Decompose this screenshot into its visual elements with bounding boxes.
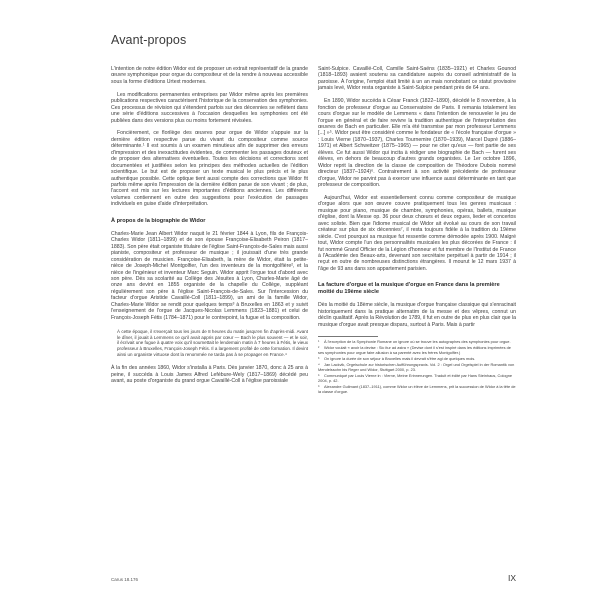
footnote-divider [318,336,378,337]
paragraph: L'intention de notre édition Widor est de proposer un extrait représentatif de la grande œuvre symphonique pour orgue du compositeur et de la rendre à nouveau accessible sous la forme d'éditions Urtext modernes. [111,66,308,85]
page-title: Avant-propos [111,33,187,47]
paragraph: En 1890, Widor succéda à César Franck (1822–1890), décédé le 8 novembre, à la fonction de professeur d'orgue au Conservatoire de Paris. Il remania totalement les cours d'orgue sur le modèle de Lemmens « dans l'intention de renouveler le jeu de l'orgue en général et de faire revivre la tradition authentique de l'interprétation des œuvres de Bach en particulier. Elle m'a été transmise par mon professeur Lemmens [...] »⁵. Widor peut être considéré comme le fondateur de « l'école française d'orgue » : Louis Vierne (1870–1937), Charles Tournemire (1870–1939), Marcel Dupré (1886–1971) et Albert Schweitzer (1875–1965) — pour ne citer qu'eux — font partie de ses élèves. Ce fut aussi Widor qui incita à rédiger une biographie de Bach — furent ses élèves, en dehors de beaucoup d'autres grands organistes. Le 1er octobre 1896, Widor reprit la direction de la classe de composition de Théodore Dubois nommé directeur (1837–1924)⁶. Contrairement à son activité précédente de professeur d'orgue, Widor ne parvint pas à exercer une influence aussi déterminante en tant que professeur de composition. [318,98,516,189]
paragraph: Foncièrement, ce florilège des œuvres pour orgue de Widor s'appuie sur la dernière édition respective parue du vivant du compositeur comme source déterminante.¹ Il est soumis à un examen minutieux afin de supprimer des erreurs d'impression et des inexactitudes évidentes, de commenter les passages douteux et de proposer des alternatives éventuelles. Toutes les décisions et corrections sont documentées et justifiées selon les principes des méthodes actuelles de l'édition scientifique. Le but est de proposer un texte musical le plus précis et le plus authentique possible. Cette optique tient aussi compte des corrections que Widor fit parfois même après l'impression de la dernière édition parue de son vivant ; de plus, l'accent est mis sur les lectures importantes d'éditions anciennes. Les différents volumes contiennent en outre des suggestions pour l'exécution de passages individuels en guise d'aide d'interprétation. [111,130,308,208]
footnote-number: ⁵ [318,373,320,379]
footnote-text: Widor voulait « avoir la devise : Sic itur ad astra » (Devise dont il s'est inspiré dans les éditions imprimées de ses symphonies pour orgue faire allusion à sa parenté avec les frères Montgolfier.) [318,345,511,356]
paragraph: À la fin des années 1860, Widor s'installa à Paris. Dès janvier 1870, donc à 25 ans à peine, il succéda à Louis James Alfred Lefébure-Wely (1817–1869) décédé peu avant, au poste d'organiste du grand orgue Cavaillé-Coll à l'église paroissiale [111,365,308,385]
footnote-text: Communiqué par Louis Vierne in : Vierne, Meine Erinnerungen. Traduit et édité par Hans Steinhaus, Cologne 2004, p. 42. [318,373,513,384]
footnote-number: ¹ [318,339,320,345]
block-quote: À cette époque, il s'exerçait tous les jours de 8 heures du matin jusqu'en fin d'après-midi. Avant le dîner, il jouait à Lemmens ce qu'il avait appris par cœur — Bach le plus souvent — et le soir, il écrivait une fugue à quatre voix qu'il soumettait le lendemain matin à 7 heures à Fétis, le vieux professeur à Bruxelles, François-Joseph Fétis. Il a largement profité de cette formation. Il devint ainsi un organiste virtuose dont la renommée ne tarda pas à se propager en France.⁴ [117,329,308,357]
right-column [318,66,516,396]
footnote-text: Jan Lackvik, Orgelschule zur historischen Aufführungspraxis. Vol. 2 : Orgel und Orgelspiel in der Romantik von Mendelssohn bis Reger und Widor, Stuttgart 2000, p. 23. [318,362,515,373]
paragraph: Saint-Sulpice. Cavaillé-Coll, Camille Saint-Saëns (1835–1921) et Charles Gounod (1818–1893) avaient soutenu sa candidature auprès du conseil administratif de la paroisse. À l'origine, l'emploi était limité à un an mais nonobstant ce statut provisoire jamais levé, Widor resta organiste à Saint-Sulpice pendant près de 64 ans. [318,66,516,92]
footnote-text: À l'exception de la Symphonie Romane on ignore où se trouve les autographes des symphonies pour orgue. [324,339,511,345]
footnote [318,363,516,373]
footnote-number: ³ [318,356,320,362]
section-heading: La facture d'orgue et la musique d'orgue en France dans la première moitié du 19ème siècle [318,282,500,296]
paragraph: Charles-Marie Jean Albert Widor naquit le 21 février 1844 à Lyon, fils de François-Charles Widor (1811–1899) et de son épouse Françoise-Elisabeth Peiron (1817–1883). Son père était organiste titulaire de l'église Saint-François-de-Sales mais aussi pianiste, compositeur et professeur de musique ; il jouissait d'une très grande considération de musicien. Françoise-Elisabeth, la mère de Widor, était la petite-nièce de Joseph-Michel Montgolfier, l'un des inventeurs de la montgolfière², et la nièce de l'ingénieur et inventeur Marc Seguin. Widor apprit l'orgue tout d'abord avec son père. Dès sa scolarité au Collège des Jésuites à Lyon, Charles-Marie âgé de onze ans devint en 1855 organiste de la chapelle du Collège, suppléant régulièrement son père à l'église Saint-François-de-Sales. Sur l'intercession du facteur d'orgue Aristide Cavaillé-Coll (1811–1899), un ami de la famille Widor, Charles-Marie Widor se rendit pour quelques temps³ à Bruxelles en 1863 et y suivit l'enseignement de l'orgue de Jacques-Nicolas Lemmens (1823–1881) et celui de François-Joseph Fétis (1784–1871) pour le contrepoint, la fugue et la composition. [111,230,308,321]
footnote-number: ⁴ [318,362,320,368]
footnote [318,346,516,356]
publisher-code: Carus 18.176 [111,577,139,582]
left-column [111,66,308,391]
footnote-text: Alexandre Guilmant (1837–1911), comme Widor un élève de Lemmens, prit la succession de Widor à la tête de la classe d'orgue. [318,384,516,395]
footnote-number: ⁶ [318,384,320,390]
footnote [318,385,516,395]
footnote-text: On ignore la durée de son séjour à Bruxelles mais il devrait s'être agi de quelques mois. [324,356,476,362]
footnotes [318,340,516,395]
footnote-number: ² [318,345,320,351]
paragraph: Les modifications permanentes entreprises par Widor même après les premières publications respectives caractérisent l'historique de la conservation des symphonies. Ces processus de révision qui s'étendent parfois sur des décennies se reflètent dans une série d'éditions successives à l'occasion desquelles les symphonies ont été publiées dans des versions plus ou moins fortement révisées. [111,91,308,124]
paragraph: Dès la moitié du 18ème siècle, la musique d'orgue française classique qui s'enracinait historiquement dans la pratique alternatim de la messe et des vêpres, connut un déclin qualitatif. Après la Révolution de 1789, il fut en outre de plus en plus clair que la musique d'orgue avait presque disparu, surtout à Paris. Mais à partir [318,302,516,328]
paragraph: Aujourd'hui, Widor est essentiellement connu comme compositeur de musique d'orgue alors que son œuvre couvre pratiquement tous les genres musicaux : musique pour piano, musique de chambre, symphonies, opéras, ballets, musique d'église, dont la Messe op. 36 pour deux chœurs et deux orgues, lieder et concertos avec soliste. Bien que l'idiome musical de Widor ait évolué au cours de son travail créateur sur plus de six décennies⁷, il resta toujours fidèle à la tradition du 19ème siècle. C'est pourquoi sa musique fut ressentie comme démodée après 1900. Malgré tout, Widor compte l'un des personnalités musicales les plus décorées de France : il fut nommé Grand Officier de la Légion d'honneur et fut membre de l'Institut de France à l'Académie des Beaux-arts, devenant son secrétaire perpétuel à partir de 1914 ; il reçut en outre de nombreuses distinctions étrangères. Il mourut le 12 mars 1937 à l'âge de 93 ans dans son appartement parisien. [318,194,516,272]
section-heading: À propos de la biographie de Widor [111,217,206,224]
page-number: IX [508,573,517,583]
footnote [318,374,516,384]
